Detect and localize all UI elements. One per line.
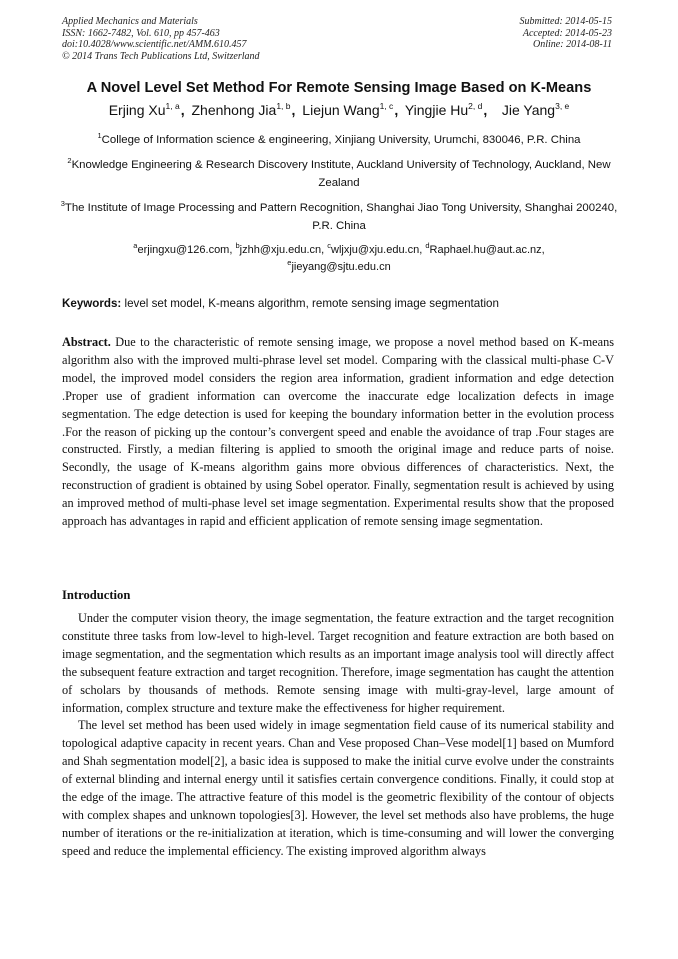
affiliation-1: $^1$College of Information science & engineering, Xinjiang University, Urumchi, 830046, P.R. China bbox=[97, 131, 581, 146]
copyright-line: © 2014 Trans Tech Publications Ltd, Switzerland bbox=[62, 50, 260, 62]
author-emails: $^a$erjingxu@126.com, $^b$jzhh@xju.edu.cn, $^c$wljxju@xju.edu.cn, $^d$Raphael.hu@aut.ac.nz, $^e$jieyang@sjtu.edu.cn bbox=[133, 241, 545, 273]
abstract-label: Abstract. bbox=[62, 335, 111, 349]
email-link[interactable]: $^b$jzhh@xju.edu.cn bbox=[235, 241, 322, 256]
doi-line: doi:10.4028/www.scientific.net/AMM.610.457 bbox=[62, 39, 247, 50]
author: Liejun Wang$^{1, c}$ bbox=[302, 101, 394, 118]
author: Erjing Xu$^{1, a}$ bbox=[108, 101, 180, 118]
keywords-label: Keywords: bbox=[62, 297, 122, 310]
affiliation-3: $^3$The Institute of Image Processing and Pattern Recognition, Shanghai Jiao Tong University, Shanghai 200240, P.R. China bbox=[60, 199, 618, 232]
journal-name: Applied Mechanics and Materials bbox=[62, 16, 198, 27]
email-link[interactable]: $^a$erjingxu@126.com bbox=[133, 241, 230, 256]
introduction-body bbox=[62, 610, 614, 861]
journal-info bbox=[62, 16, 260, 62]
paper-title: A Novel Level Set Method For Remote Sensing Image Based on K-Means bbox=[86, 80, 592, 96]
author: Jie Yang$^{3, e}$ bbox=[501, 101, 570, 118]
abstract bbox=[62, 334, 614, 531]
author: Zhenhong Jia$^{1, b}$ bbox=[191, 101, 291, 118]
paragraph: Under the computer vision theory, the image segmentation, the feature extraction and the target recognition constitute three tasks from low-level to high-level. Target recognition and feature extraction are both based on image segmentation, and the segmentation which results as an important image analysis tool will directly affect the subsequent feature extraction and target recognition. Therefore, image segmentation has caught the attention of scholars by thousands of methods. Remote sensing image with multi-gray-level, large amount of information, complex structure and texture make the effectiveness for higher requirement. bbox=[62, 611, 614, 715]
abstract-text: Due to the characteristic of remote sensing image, we propose a novel method based on K-means algorithm also with the improved multi-phrase level set model. Comparing with the classical multi-phase C-V model, the improved model considers the region area information, gradient information and edge detection .Proper use of gradient information can overcome the inaccurate edge localization defects in image segmentation. The edge detection is used for keeping the boundary information better in the evolution process .For the reason of picking up the contour’s convergent speed and enable the avoidance of trap .Four stages are constructed. Firstly, a median filtering is applied to smooth the original image and reduce parts of noise. Secondly, the usage of K-means algorithm gains more obvious differences of characteristics. Next, the reconstruction of gradient is obtained by using Sobel operator. Finally, segmentation result is achieved by using an improved method of multi-phase level set image segmentation. Experimental results show that the proposed approach has advantages in rapid and efficient application of remote sensing image segmentation. bbox=[62, 335, 614, 529]
author-list: Erjing Xu$^{1, a}$, Zhenhong Jia$^{1, b}$, Liejun Wang$^{1, c}$, Yingjie Hu$^{2, d}$, Jie Yang$^{3, e}$ bbox=[108, 101, 570, 118]
affiliation-2: $^2$Knowledge Engineering & Research Discovery Institute, Auckland University of Technology, Auckland, New Zealand bbox=[67, 156, 611, 189]
paragraph: The level set method has been used widely in image segmentation field cause of its numerical stability and topological adaptive capacity in recent years. Chan and Vese proposed Chan–Vese model[1] based on Mumford and Shah segmentation model[2], a basic idea is supposed to make the initial curve evolve under the constraints of external blinding and internal energy until it satisfies certain convergence conditions. Finally, it could stop at the edge of the image. The attractive feature of this model is the geometric flexibility of the contour of objects with complex shapes and unknown topologies[3]. However, the level set methods also have problems, the huge number of iterations or the re-initialization at iteration, which is time-consuming and will lower the converging speed and reduce the implemental efficiency. The existing improved algorithm always bbox=[62, 718, 614, 858]
dates-info bbox=[520, 16, 613, 51]
issn-line: ISSN: 1662-7482, Vol. 610, pp 457-463 bbox=[62, 27, 220, 39]
email-link[interactable]: $^d$Raphael.hu@aut.ac.nz bbox=[425, 241, 542, 256]
author: Yingjie Hu$^{2, d}$ bbox=[404, 101, 483, 118]
keywords bbox=[62, 297, 622, 310]
email-link[interactable]: $^c$wljxju@xju.edu.cn bbox=[327, 241, 420, 256]
online-date: Online: 2014-08-11 bbox=[533, 39, 612, 50]
section-heading-introduction: Introduction bbox=[62, 588, 131, 602]
keywords-text: level set model, K-means algorithm, remote sensing image segmentation bbox=[124, 297, 499, 310]
email-link[interactable]: $^e$jieyang@sjtu.edu.cn bbox=[287, 258, 391, 273]
accepted-date: Accepted: 2014-05-23 bbox=[522, 27, 612, 39]
submitted-date: Submitted: 2014-05-15 bbox=[519, 16, 612, 27]
